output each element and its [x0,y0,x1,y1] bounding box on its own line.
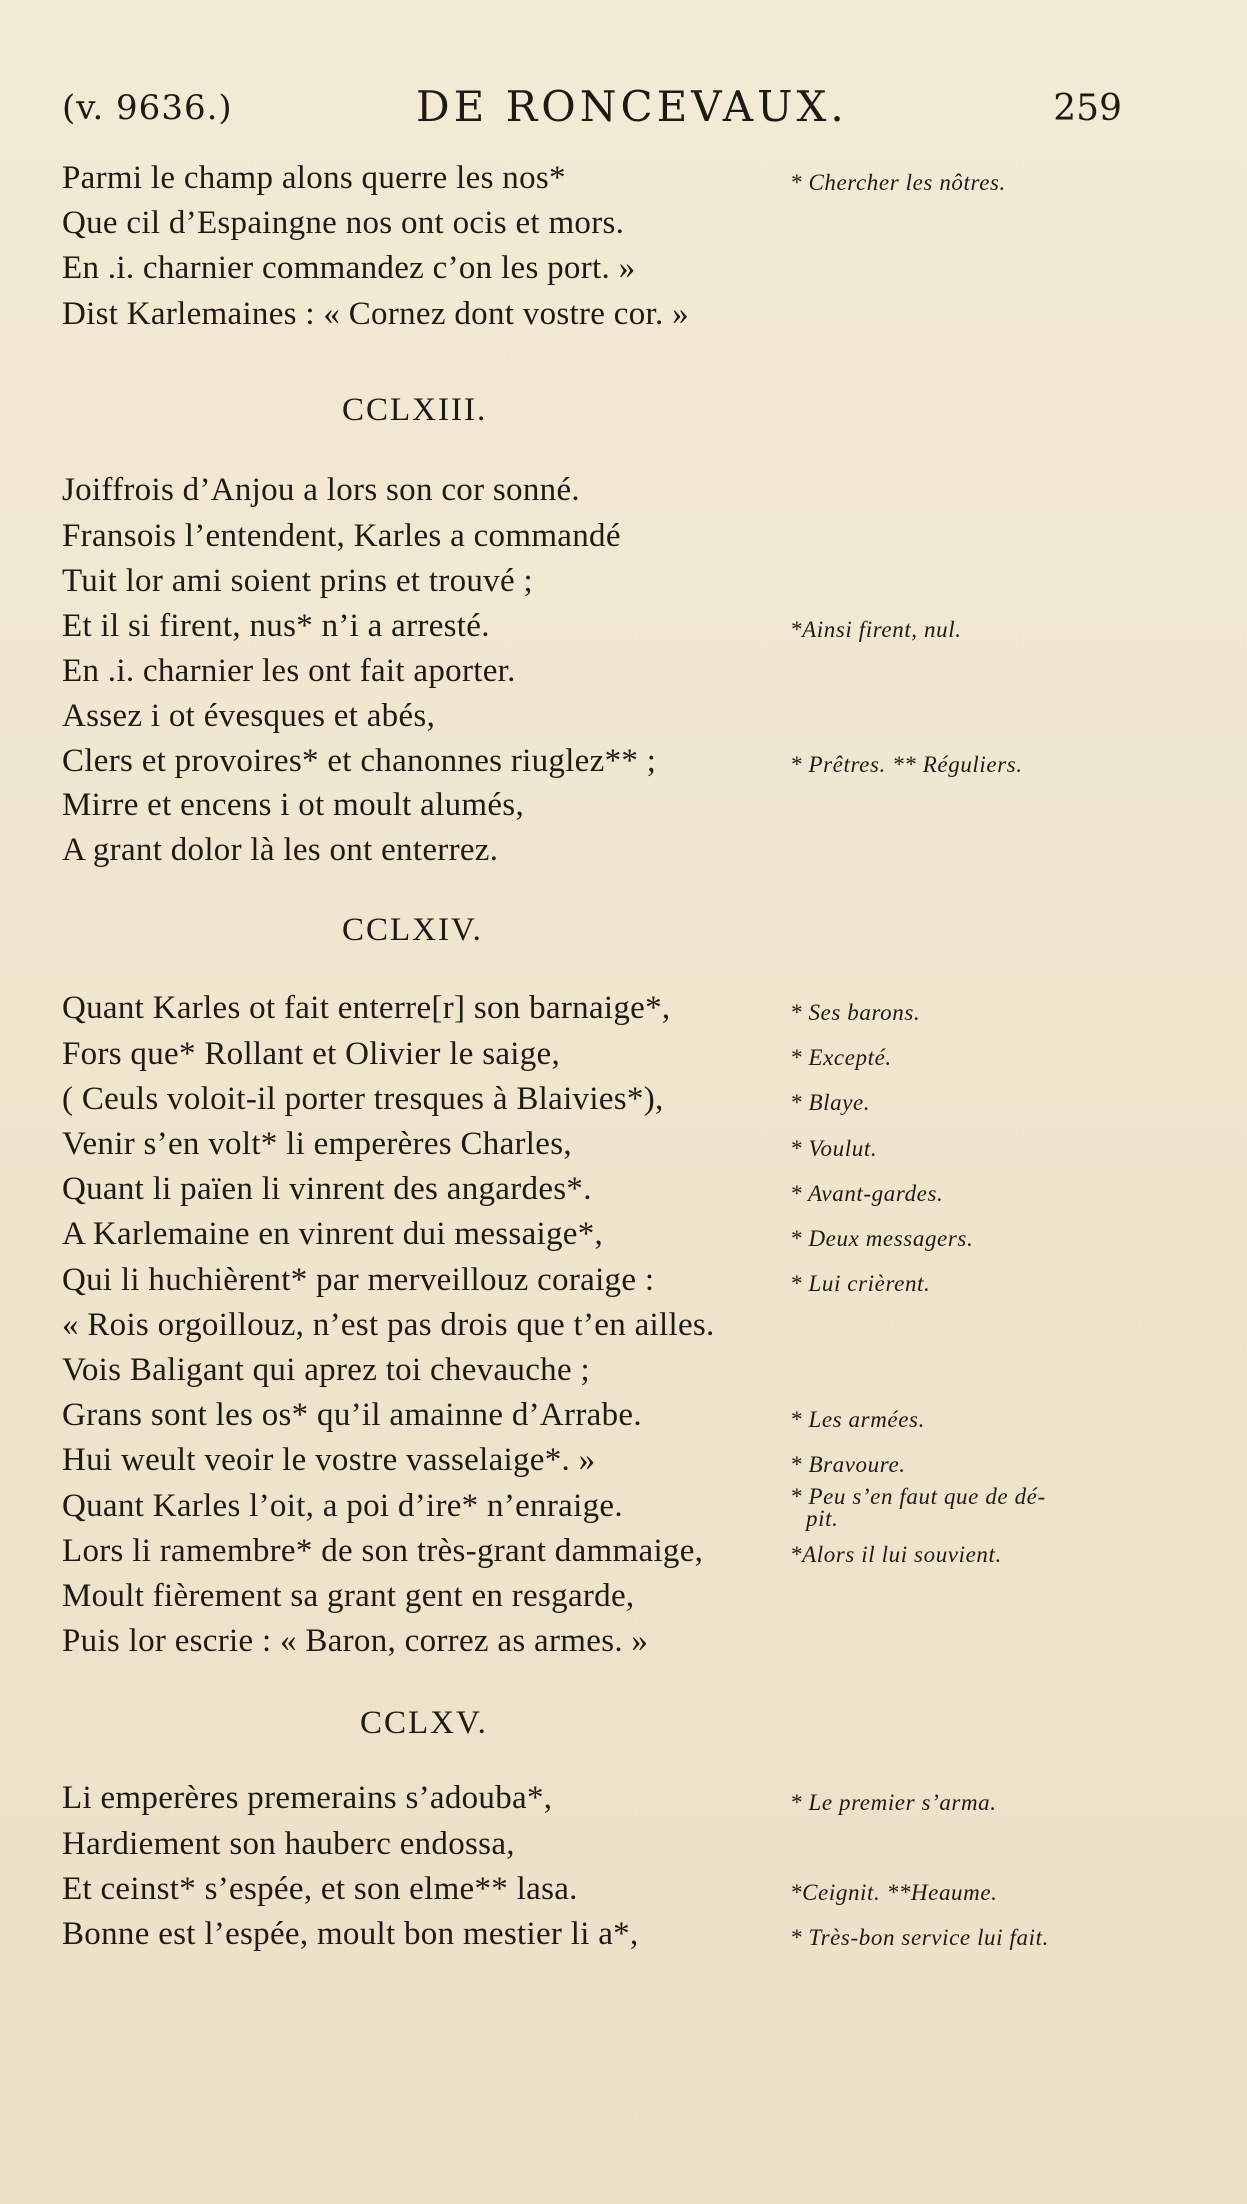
verse-line: Qui li huchièrent* par merveillouz coraige : [62,1262,655,1298]
stanza-heading: CCLXIII. [342,392,488,428]
margin-gloss: * Le premier s’arma. [790,1790,997,1815]
margin-gloss: * Blaye. [790,1090,871,1115]
margin-gloss: *Ceignit. **Heaume. [790,1880,998,1905]
verse-line: Et il si firent, nus* n’i a arresté. [62,608,490,644]
verse-line: Grans sont les os* qu’il amainne d’Arrabe. [62,1397,642,1433]
verse-line: Mirre et encens i ot moult alumés, [62,787,524,823]
verse-line: « Rois orgoillouz, n’est pas drois que t’en ailles. [62,1307,715,1343]
stanza-heading: CCLXIV. [342,912,483,948]
verse-line: Li emperères premerains s’adouba*, [62,1780,553,1816]
verse-line: Fors que* Rollant et Olivier le saige, [62,1036,561,1072]
margin-gloss: *Alors il lui souvient. [790,1542,1002,1567]
verse-reference: (v. 9636.) [62,88,233,128]
margin-gloss: * Avant-gardes. [790,1181,944,1206]
margin-gloss: * Très-bon service lui fait. [790,1925,1049,1950]
verse-line: Bonne est l’espée, moult bon mestier li a*, [62,1916,639,1952]
verse-line: Quant Karles l’oit, a poi d’ire* n’enraige. [62,1488,623,1524]
margin-gloss: *Ainsi firent, nul. [790,617,962,642]
verse-line: Clers et provoires* et chanonnes riuglez** ; [62,743,657,779]
verse-line: Dist Karlemaines : « Cornez dont vostre cor. » [62,296,689,332]
margin-gloss: * Prêtres. ** Réguliers. [790,752,1023,777]
margin-gloss: * Voulut. [790,1136,878,1161]
running-header [62,82,1122,132]
margin-gloss: * Chercher les nôtres. [790,170,1006,195]
verse-line: Que cil d’Espaingne nos ont ocis et mors. [62,205,625,241]
margin-gloss: * Les armées. [790,1407,925,1432]
verse-line: ( Ceuls voloit-il porter tresques à Blaivies*), [62,1081,664,1117]
verse-line: Hui weult veoir le vostre vasselaige*. » [62,1442,596,1478]
verse-line: A Karlemaine en vinrent dui messaige*, [62,1216,604,1252]
verse-line: Vois Baligant qui aprez toi chevauche ; [62,1352,590,1388]
verse-line: Lors li ramembre* de son très-grant dammaige, [62,1533,704,1569]
verse-line: Quant Karles ot fait enterre[r] son barnaige*, [62,990,671,1026]
verse-line: A grant dolor là les ont enterrez. [62,832,499,868]
page-number: 259 [1053,88,1122,129]
running-title: DE RONCEVAUX. [416,82,848,131]
stanza-heading: CCLXV. [360,1705,488,1741]
verse-line: Moult fièrement sa grant gent en resgarde, [62,1578,635,1614]
verse-line: Hardiement son hauberc endossa, [62,1826,515,1862]
verse-line: Joiffrois d’Anjou a lors son cor sonné. [62,472,580,508]
margin-gloss: pit. [806,1506,839,1531]
verse-line: Venir s’en volt* li emperères Charles, [62,1126,572,1162]
margin-gloss: * Deux messagers. [790,1226,974,1251]
verse-line: Tuit lor ami soient prins et trouvé ; [62,563,533,599]
margin-gloss: * Lui crièrent. [790,1271,931,1296]
verse-line: Puis lor escrie : « Baron, correz as armes. » [62,1623,649,1659]
margin-gloss: * Ses barons. [790,1000,921,1025]
verse-line: Fransois l’entendent, Karles a commandé [62,518,621,554]
verse-line: Parmi le champ alons querre les nos* [62,160,566,196]
verse-line: Quant li païen li vinrent des angardes*. [62,1171,592,1207]
verse-line: Assez i ot évesques et abés, [62,698,436,734]
verse-line: En .i. charnier les ont fait aporter. [62,653,516,689]
margin-gloss: * Bravoure. [790,1452,906,1477]
margin-gloss: * Peu s’en faut que de dé- [790,1484,1046,1509]
verse-line: Et ceinst* s’espée, et son elme** lasa. [62,1871,578,1907]
verse-line: En .i. charnier commandez c’on les port. » [62,250,636,286]
margin-gloss: * Excepté. [790,1045,892,1070]
